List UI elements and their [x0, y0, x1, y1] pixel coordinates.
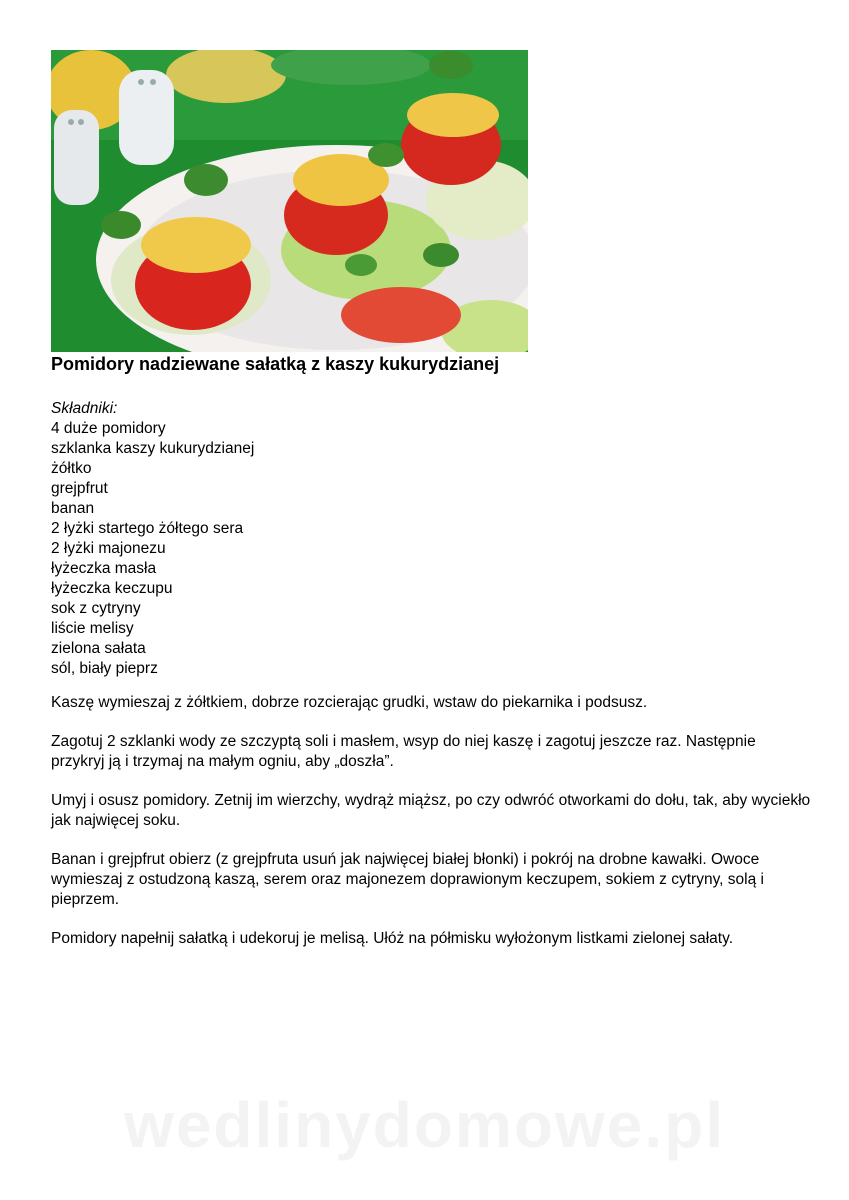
ingredient-item: banan: [51, 500, 95, 517]
watermark: wedlinydomowe.pl: [124, 1089, 725, 1161]
ingredient-item: 2 łyżki startego żółtego sera: [51, 520, 244, 537]
step-paragraph: Pomidory napełnij sałatką i udekoruj je melisą. Ułóż na półmisku wyłożonym listkami zielonej sałaty.: [51, 930, 733, 947]
ingredient-item: liście melisy: [51, 620, 134, 637]
ingredients-section: [51, 399, 254, 679]
ingredient-item: żółtko: [51, 460, 92, 477]
ingredient-item: zielona sałata: [51, 640, 146, 657]
ingredient-item: grejpfrut: [51, 480, 108, 497]
ingredient-item: 2 łyżki majonezu: [51, 540, 166, 557]
preparation-steps: [51, 693, 811, 968]
recipe-photo: [51, 50, 528, 352]
ingredients-list: [51, 419, 254, 679]
ingredient-item: łyżeczka keczupu: [51, 580, 173, 597]
step-paragraph: Umyj i osusz pomidory. Zetnij im wierzchy, wydrąż miąższ, po czy odwróć otworkami do dołu, tak, aby wyciekło jak najwięcej soku.: [51, 792, 811, 829]
ingredient-item: łyżeczka masła: [51, 560, 157, 577]
step-paragraph: Banan i grejpfrut obierz (z grejpfruta usuń jak najwięcej białej błonki) i pokrój na drobne kawałki. Owoce wymieszaj z ostudzoną kaszą, serem oraz majonezem doprawionym keczupem, sokiem z cytryny, solą i pieprzem.: [51, 851, 764, 908]
step-paragraph: Zagotuj 2 szklanki wody ze szczyptą soli i masłem, wsyp do niej kaszę i zagotuj jeszcze raz. Następnie przykryj ją i trzymaj na małym ogniu, aby „doszła”.: [51, 733, 756, 770]
ingredient-item: sól, biały pieprz: [51, 660, 158, 677]
ingredient-item: 4 duże pomidory: [51, 420, 166, 437]
ingredient-item: szklanka kaszy kukurydzianej: [51, 440, 255, 457]
ingredients-label: Składniki:: [51, 400, 118, 417]
recipe-title: Pomidory nadziewane sałatką z kaszy kukurydzianej: [51, 354, 500, 374]
step-paragraph: Kaszę wymieszaj z żółtkiem, dobrze rozcierając grudki, wstaw do piekarnika i podsusz.: [51, 694, 648, 711]
ingredient-item: sok z cytryny: [51, 600, 141, 617]
